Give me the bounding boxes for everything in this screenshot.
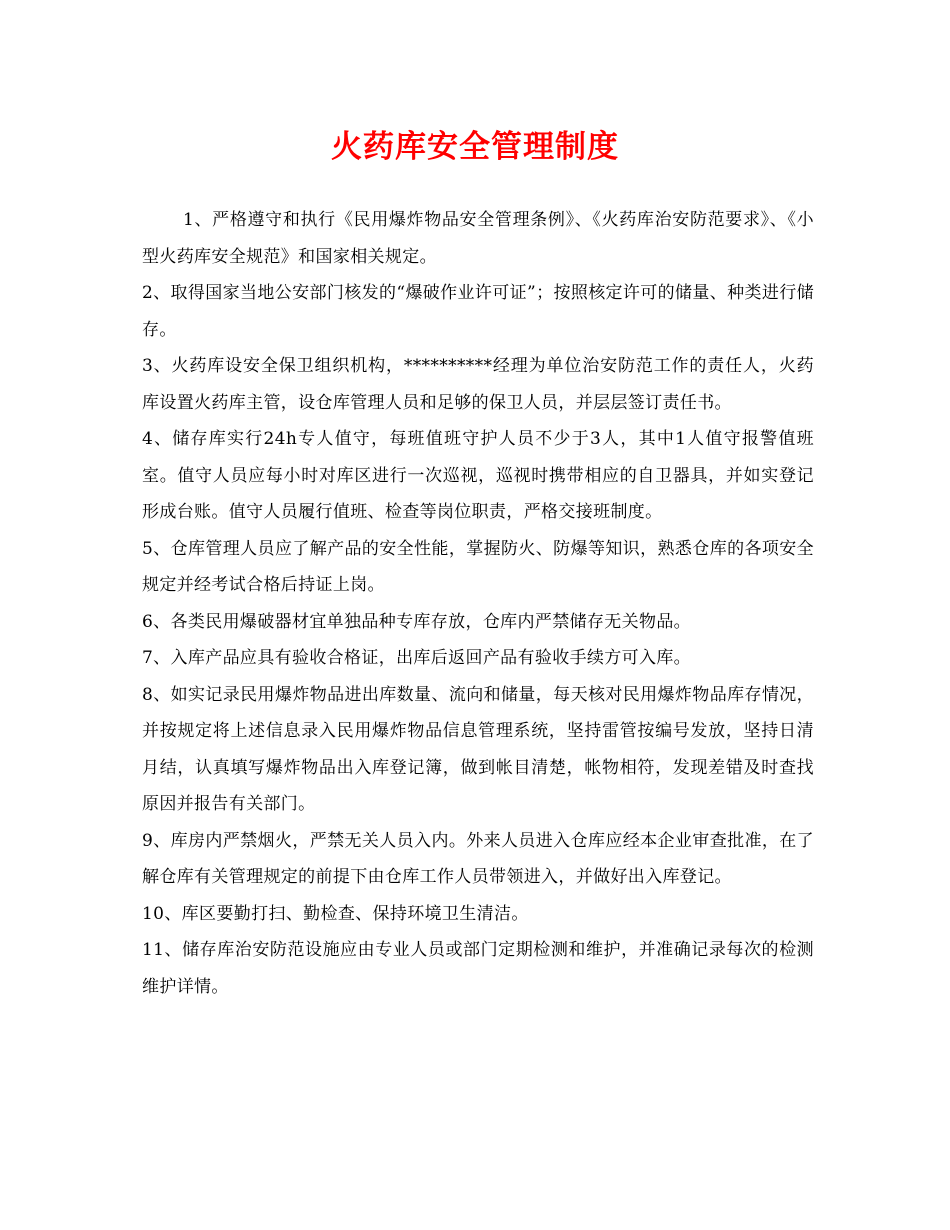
- paragraph-6: 6、各类民用爆破器材宜单独品种专库存放，仓库内严禁储存无关物品。: [142, 611, 692, 632]
- paragraph-3: 3、火药库设安全保卫组织机构，**********经理为单位治安防范工作的责任人，火药库设置火药库主管，设仓库管理人员和足够的保卫人员，并层层签订责任书。: [142, 356, 814, 413]
- paragraph-10: 10、库区要勤打扫、勤检查、保持环境卫生清洁。: [142, 903, 529, 924]
- paragraph-9: 9、库房内严禁烟火，严禁无关人员入内。外来人员进入仓库应经本企业审查批准，在了解仓库有关管理规定的前提下由仓库工作人员带领进入，并做好出入库登记。: [142, 830, 814, 887]
- document-title: 火药库安全管理制度: [331, 129, 619, 165]
- paragraph-2: 2、取得国家当地公安部门核发的“爆破作业许可证”；按照核定许可的储量、种类进行储存。: [142, 283, 814, 340]
- paragraph-4: 4、储存库实行24h专人值守，每班值班守护人员不少于3人，其中1人值守报警值班室。值守人员应每小时对库区进行一次巡视，巡视时携带相应的自卫器具，并如实登记形成台账。值守人员履行值班、检查等岗位职责，严格交接班制度。: [142, 429, 814, 522]
- paragraph-11: 11、储存库治安防范设施应由专业人员或部门定期检测和维护，并准确记录每次的检测维护详情。: [142, 940, 814, 997]
- paragraph-7: 7、入库产品应具有验收合格证，出库后返回产品有验收手续方可入库。: [142, 648, 692, 668]
- document-body: [142, 202, 814, 1005]
- paragraph-1: 1、严格遵守和执行《民用爆炸物品安全管理条例》、《火药库治安防范要求》、《小型火药库安全规范》和国家相关规定。: [142, 210, 814, 267]
- paragraph-5: 5、仓库管理人员应了解产品的安全性能，掌握防火、防爆等知识，熟悉仓库的各项安全规定并经考试合格后持证上岗。: [142, 538, 814, 595]
- paragraph-8: 8、如实记录民用爆炸物品进出库数量、流向和储量，每天核对民用爆炸物品库存情况，并按规定将上述信息录入民用爆炸物品信息管理系统，坚持雷管按编号发放，坚持日清月结，认真填写爆炸物品出入库登记簿，做到帐目清楚，帐物相符，发现差错及时查找原因并报告有关部门。: [142, 684, 814, 814]
